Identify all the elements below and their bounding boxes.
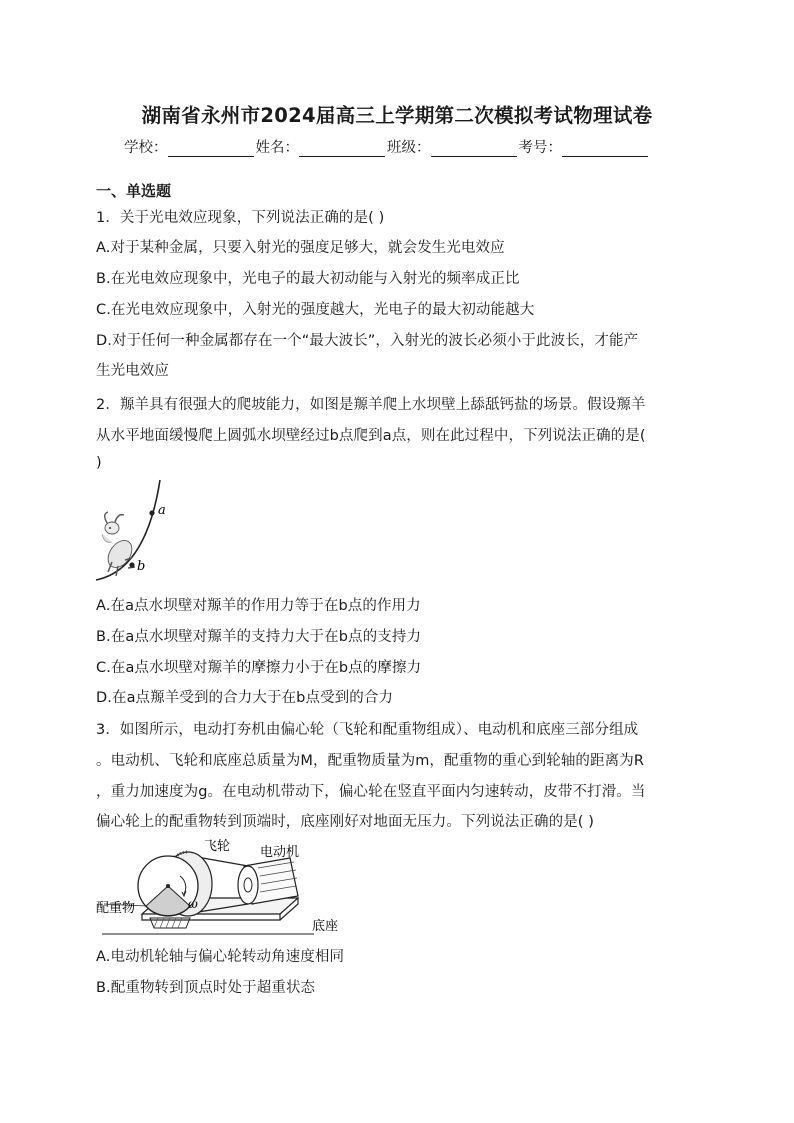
name-label: 姓名： [255,140,299,156]
exam-title: 湖南省永州市2024届高三上学期第二次模拟考试物理试卷 [141,104,653,127]
q2-option-a: A.在a点水坝壁对羱羊的作用力等于在b点的作用力 [96,598,421,614]
q3-stem-line4: 偏心轮上的配重物转到顶端时，底座刚好对地面无压力。下列说法正确的是( ) [96,814,595,830]
label-counterweight: 配重物 [96,901,136,916]
school-blank[interactable] [168,140,254,157]
q3-stem-line1: 3．如图所示，电动打夯机由偏心轮（飞轮和配重物组成）、电动机和底座三部分组成 [96,722,639,738]
q1-option-c: C.在光电效应现象中，入射光的强度越大，光电子的最大初动能越大 [96,302,535,318]
q2-stem-line1: 2．羱羊具有很强大的爬坡能力，如图是羱羊爬上水坝壁上舔舐钙盐的场景。假设羱羊 [96,397,646,413]
goat-on-dam-figure [94,478,184,584]
student-info-row [124,136,650,157]
q1-option-d-line1: D.对于任何一种金属都存在一个“最大波长”，入射光的波长必须小于此波长，才能产 [96,333,639,349]
class-label: 班级： [387,140,431,156]
class-blank[interactable] [431,140,517,157]
q2-option-d: D.在a点羱羊受到的合力大于在b点受到的合力 [96,690,394,706]
number-blank[interactable] [562,140,648,157]
q3-option-a: A.电动机轮轴与偏心轮转动角速度相同 [96,949,345,965]
q2-stem-line3: ) [96,455,102,471]
school-label: 学校： [124,140,168,156]
q1-stem: 1．关于光电效应现象，下列说法正确的是( ) [96,210,385,226]
number-label: 考号： [518,140,562,156]
tamper-machine-figure [94,836,354,938]
label-omega: ω [188,897,198,911]
label-flywheel: 飞轮 [204,839,231,854]
label-motor: 电动机 [260,845,300,860]
q3-stem-line3: ，重力加速度为g。在电动机带动下，偏心轮在竖直平面内匀速转动，皮带不打滑。当 [96,784,646,800]
motor [238,858,298,904]
q3-option-b: B.配重物转到顶点时处于超重状态 [96,980,316,996]
q1-option-d-line2: 生光电效应 [96,363,169,379]
label-a: a [158,503,166,518]
label-base: 底座 [312,919,339,934]
section-heading: 一、单选题 [96,182,172,200]
flywheel [138,852,212,916]
q2-stem-line2: 从水平地面缓慢爬上圆弧水坝壁经过b点爬到a点，则在此过程中，下列说法正确的是( [96,428,646,444]
q3-stem-line2: 。电动机、飞轮和底座总质量为M，配重物质量为m，配重物的重心到轮轴的距离为R [96,753,645,769]
name-blank[interactable] [299,140,385,157]
q1-option-a: A.对于某种金属，只要入射光的强度足够大，就会发生光电效应 [96,240,505,256]
point-b [129,562,134,567]
q2-option-b: B.在a点水坝壁对羱羊的支持力大于在b点的支持力 [96,629,422,645]
point-a [149,510,154,515]
q2-option-c: C.在a点水坝壁对羱羊的摩擦力小于在b点的摩擦力 [96,660,422,676]
q1-option-b: B.在光电效应现象中，光电子的最大初动能与入射光的频率成正比 [96,271,520,287]
label-b: b [137,559,146,574]
